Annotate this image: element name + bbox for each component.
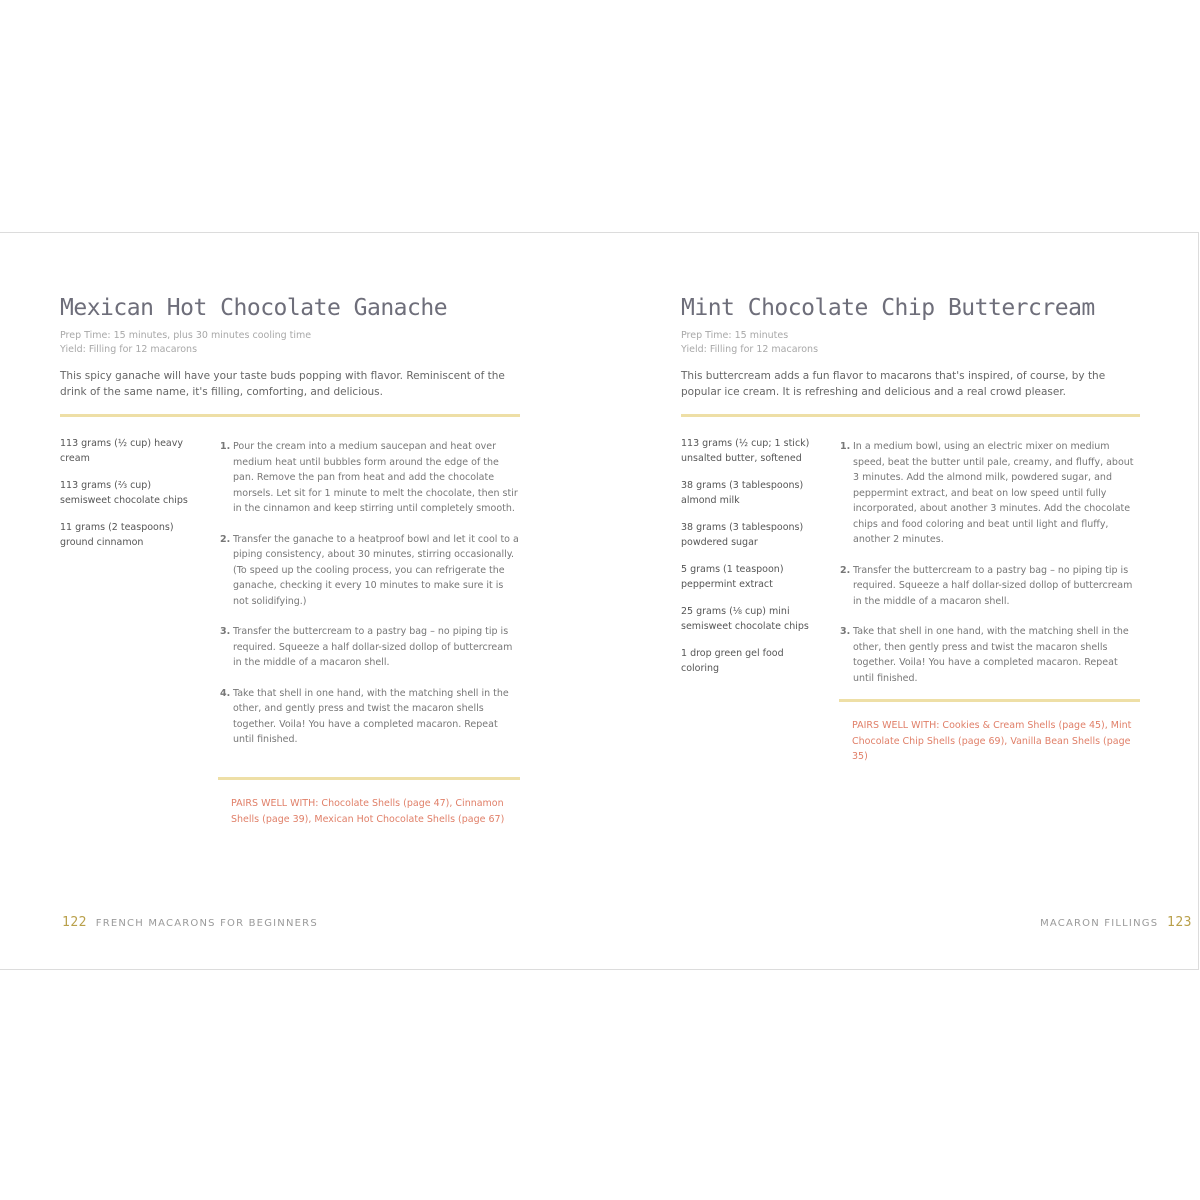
ingredient-item: 113 grams (⅔ cup) semisweet chocolate chips bbox=[60, 480, 188, 506]
recipe-meta bbox=[60, 329, 311, 356]
divider-rule bbox=[218, 777, 520, 780]
ingredients-list bbox=[60, 437, 200, 563]
ingredients-list bbox=[681, 437, 816, 689]
step-item bbox=[840, 563, 1140, 610]
step-number: 3. bbox=[220, 626, 231, 637]
ingredient-item: 11 grams (2 teaspoons) ground cinnamon bbox=[60, 522, 174, 548]
page-number: 122 bbox=[62, 915, 87, 930]
running-head: FRENCH MACARONS FOR BEGINNERS bbox=[95, 918, 318, 929]
pairs-well-with: PAIRS WELL WITH: Cookies & Cream Shells (page 45), Mint Chocolate Chip Shells (page 69), Vanilla Bean Shells (page 35) bbox=[852, 720, 1132, 762]
step-number: 2. bbox=[840, 564, 851, 576]
steps-list bbox=[220, 439, 520, 763]
step-item bbox=[840, 624, 1140, 686]
recipe-intro: This buttercream adds a fun flavor to macarons that's inspired, of course, by the popular ice cream. It is refreshing and delicious and a real crowd pleaser. bbox=[681, 370, 1106, 398]
divider-rule bbox=[681, 414, 1140, 417]
step-number: 2. bbox=[220, 533, 231, 545]
recipe-intro: This spicy ganache will have your taste buds popping with flavor. Reminiscent of the drink of the same name, it's filling, comforting, and delicious. bbox=[60, 370, 505, 398]
ingredient-item: 113 grams (½ cup) heavy cream bbox=[60, 438, 183, 464]
page-number: 123 bbox=[1167, 915, 1192, 930]
recipe-title: Mexican Hot Chocolate Ganache bbox=[60, 295, 448, 321]
ingredient-item: 1 drop green gel food coloring bbox=[681, 648, 784, 674]
step-number: 1. bbox=[840, 441, 851, 452]
steps-list bbox=[840, 439, 1140, 701]
recipe-title: Mint Chocolate Chip Buttercream bbox=[681, 295, 1095, 321]
recipe-meta bbox=[681, 329, 818, 356]
step-text: Take that shell in one hand, with the matching shell in the other, then gently press and twist the macaron shells together. Voila! You have a completed macaron. Repeat until finished. bbox=[853, 626, 1129, 684]
step-text: Pour the cream into a medium saucepan and heat over medium heat until bubbles form around the edge of the pan. Remove the pan from heat and add the chocolate morsels. Let sit for 1 minute to melt the chocolate, then stir in the cinnamon and keep stirring until completely smooth. bbox=[233, 441, 518, 514]
step-text: Transfer the buttercream to a pastry bag – no piping tip is required. Squeeze a half dollar-sized dollop of buttercream in the middle of a macaron shell. bbox=[853, 564, 1133, 607]
ingredient-item: 5 grams (1 teaspoon) peppermint extract bbox=[681, 564, 784, 590]
prep-time: Prep Time: 15 minutes, plus 30 minutes cooling time bbox=[60, 330, 312, 341]
right-page bbox=[600, 233, 1200, 969]
step-item bbox=[220, 439, 520, 517]
step-number: 4. bbox=[220, 687, 231, 699]
step-item bbox=[840, 439, 1140, 548]
divider-rule bbox=[839, 699, 1140, 702]
ingredient-item: 113 grams (½ cup; 1 stick) unsalted butter, softened bbox=[681, 438, 810, 464]
step-item bbox=[220, 686, 520, 748]
divider-rule bbox=[60, 414, 520, 417]
ingredient-item: 25 grams (⅛ cup) mini semisweet chocolate chips bbox=[681, 606, 809, 632]
ingredient-item: 38 grams (3 tablespoons) almond milk bbox=[681, 480, 804, 506]
left-page bbox=[0, 233, 600, 969]
ingredient-item: 38 grams (3 tablespoons) powdered sugar bbox=[681, 522, 804, 548]
step-item bbox=[220, 624, 520, 671]
step-text: In a medium bowl, using an electric mixer on medium speed, beat the butter until pale, creamy, and fluffy, about 3 minutes. Add the almond milk, powdered sugar, and peppermint extract, and beat on low speed until fully incorporated, about another 3 minutes. Add the chocolate chips and food coloring and beat until light and fluffy, another 2 minutes. bbox=[853, 441, 1134, 545]
step-number: 1. bbox=[220, 441, 231, 452]
page-footer bbox=[1040, 915, 1192, 930]
step-text: Transfer the ganache to a heatproof bowl and let it cool to a piping consistency, about 30 minutes, stirring occasionally. (To speed up the cooling process, you can refrigerate the ganache, checking it every 10 minutes to make sure it is not solidifying.) bbox=[233, 533, 519, 607]
step-text: Take that shell in one hand, with the matching shell in the other, and gently press and twist the macaron shells together. Voila! You have a completed macaron. Repeat until finished. bbox=[233, 687, 509, 745]
step-number: 3. bbox=[840, 626, 851, 637]
pairs-well-with: PAIRS WELL WITH: Chocolate Shells (page 47), Cinnamon Shells (page 39), Mexican Hot Chocolate Shells (page 67) bbox=[231, 798, 505, 825]
page-footer bbox=[62, 915, 318, 930]
yield: Yield: Filling for 12 macarons bbox=[681, 343, 819, 355]
book-spread bbox=[0, 232, 1199, 970]
prep-time: Prep Time: 15 minutes bbox=[681, 330, 789, 341]
step-text: Transfer the buttercream to a pastry bag – no piping tip is required. Squeeze a half dollar-sized dollop of buttercream in the middle of a macaron shell. bbox=[233, 626, 513, 668]
yield: Yield: Filling for 12 macarons bbox=[60, 343, 198, 355]
step-item bbox=[220, 532, 520, 610]
running-head: MACARON FILLINGS bbox=[1040, 918, 1159, 929]
